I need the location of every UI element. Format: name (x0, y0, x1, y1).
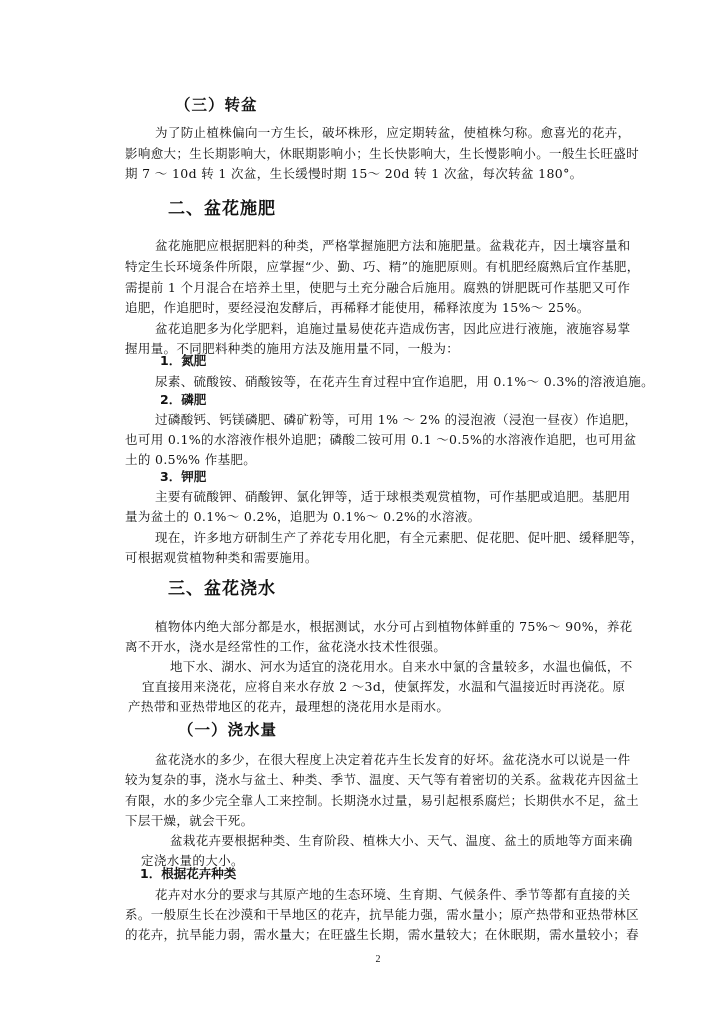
paragraph-line: 握用量。不同肥料种类的施用方法及施用量不同，一般为： (125, 341, 460, 356)
paragraph-line: 盆花浇水的多少，在很大程度上决定着花卉生长发育的好坏。盆花浇水可以说是一件 (155, 752, 631, 767)
paragraph-line: 尿素、硫酸铵、硝酸铵等，在花卉生育过程中宜作追肥，用 0.1%～ 0.3%的溶液追施。 (155, 374, 655, 389)
paragraph-line: 可根据观赏植物种类和需要施用。 (125, 550, 318, 565)
subsection-heading-water-amount: （一）浇水量 (178, 721, 278, 739)
paragraph-line: 也可用 0.1%的水溶液作根外追肥；磷酸二铵可用 0.1 ～0.5%的水溶液作追肥，也可用盆 (125, 432, 637, 447)
paragraph-line: 量为盆土的 0.1%～ 0.2%，追肥为 0.1%～ 0.2%的水溶液。 (125, 509, 481, 524)
paragraph-line: 期 7 ～ 10d 转 1 次盆，生长缓慢时期 15～ 20d 转 1 次盆，每次转盆 180°。 (125, 166, 583, 181)
paragraph-line: 系。一般原生长在沙漠和干旱地区的花卉，抗旱能力强，需水量小；原产热带和亚热带林区 (125, 907, 640, 922)
paragraph-line: 花卉对水分的要求与其原产地的生态环境、生育期、气候条件、季节等都有直接的关 (155, 887, 631, 902)
paragraph-line: 盆花施肥应根据肥料的种类，严格掌握施肥方法和施肥量。盆栽花卉，因土壤容量和 (155, 238, 631, 253)
paragraph-line: 植物体内绝大部分都是水，根据测试，水分可占到植物体鲜重的 75%～ 90%，养花 (155, 619, 633, 634)
paragraph-line: 地下水、湖水、河水为适宜的浇花用水。自来水中氯的含量较多，水温也偏低，不 (170, 659, 633, 674)
subheading-by-species: 1．根据花卉种类 (140, 866, 237, 881)
section-heading-transplant: （三）转盆 (175, 96, 258, 114)
paragraph-line: 影响愈大；生长期影响大，休眠期影响小；生长快影响大，生长慢影响小。一般生长旺盛时 (125, 146, 640, 161)
subheading-phosphorus: 2．磷肥 (160, 392, 207, 407)
paragraph-line: 较为复杂的事，浇水与盆土、种类、季节、温度、天气等有着密切的关系。盆栽花卉因盆土 (125, 772, 640, 787)
paragraph-line: 现在，许多地方研制生产了养花专用化肥，有全元素肥、促花肥、促叶肥、缓释肥等， (155, 530, 644, 545)
paragraph-line: 定浇水量的大小。 (141, 853, 244, 868)
paragraph-line: 主要有硫酸钾、硝酸钾、氯化钾等，适于球根类观赏植物，可作基肥或追肥。基肥用 (155, 489, 631, 504)
paragraph-line: 过磷酸钙、钙镁磷肥、磷矿粉等，可用 1% ～ 2% 的浸泡液（浸泡一昼夜）作追肥， (155, 412, 638, 427)
section-heading-water: 三、盆花浇水 (168, 579, 276, 599)
paragraph-line: 产热带和亚热带地区的花卉，最理想的浇花用水是雨水。 (128, 699, 450, 714)
paragraph-line: 的花卉，抗旱能力弱，需水量大；在旺盛生长期，需水量较大；在休眠期，需水量较小；春 (125, 927, 640, 942)
paragraph-line: 土的 0.5%% 作基肥。 (125, 452, 257, 467)
paragraph-line: 为了防止植株偏向一方生长，破坏株形，应定期转盆，使植株匀称。愈喜光的花卉， (155, 125, 631, 140)
paragraph-line: 离不开水，浇水是经常性的工作，盆花浇水技术性很强。 (125, 639, 447, 654)
paragraph-line: 追肥，作追肥时，要经浸泡发酵后，再稀释才能使用，稀释浓度为 15%～ 25%。 (125, 300, 590, 315)
paragraph-line: 有限，水的多少完全靠人工来控制。长期浇水过量，易引起根系腐烂；长期供水不足，盆土 (125, 793, 640, 808)
page-number: 2 (375, 954, 381, 965)
paragraph-line: 盆花追肥多为化学肥料，追施过量易使花卉造成伤害，因此应进行液施，液施容易掌 (155, 321, 631, 336)
section-heading-fertilize: 二、盆花施肥 (168, 199, 276, 219)
paragraph-line: 下层干燥，就会干死。 (125, 813, 254, 828)
subheading-potassium: 3．钾肥 (160, 469, 207, 484)
paragraph-line: 需提前 1 个月混合在培养土里，使肥与土充分融合后施用。腐熟的饼肥既可作基肥又可作 (125, 280, 631, 295)
paragraph-line: 盆栽花卉要根据种类、生育阶段、植株大小、天气、温度、盆土的质地等方面来确 (170, 833, 633, 848)
paragraph-line: 特定生长环境条件所限，应掌握“少、勤、巧、精”的施肥原则。有机肥经腐熟后宜作基肥， (125, 259, 640, 274)
paragraph-line: 宜直接用来浇花，应将自来水存放 2 ～3d，使氯挥发，水温和气温接近时再浇花。原 (142, 679, 626, 694)
subheading-nitrogen: 1．氮肥 (160, 353, 207, 368)
